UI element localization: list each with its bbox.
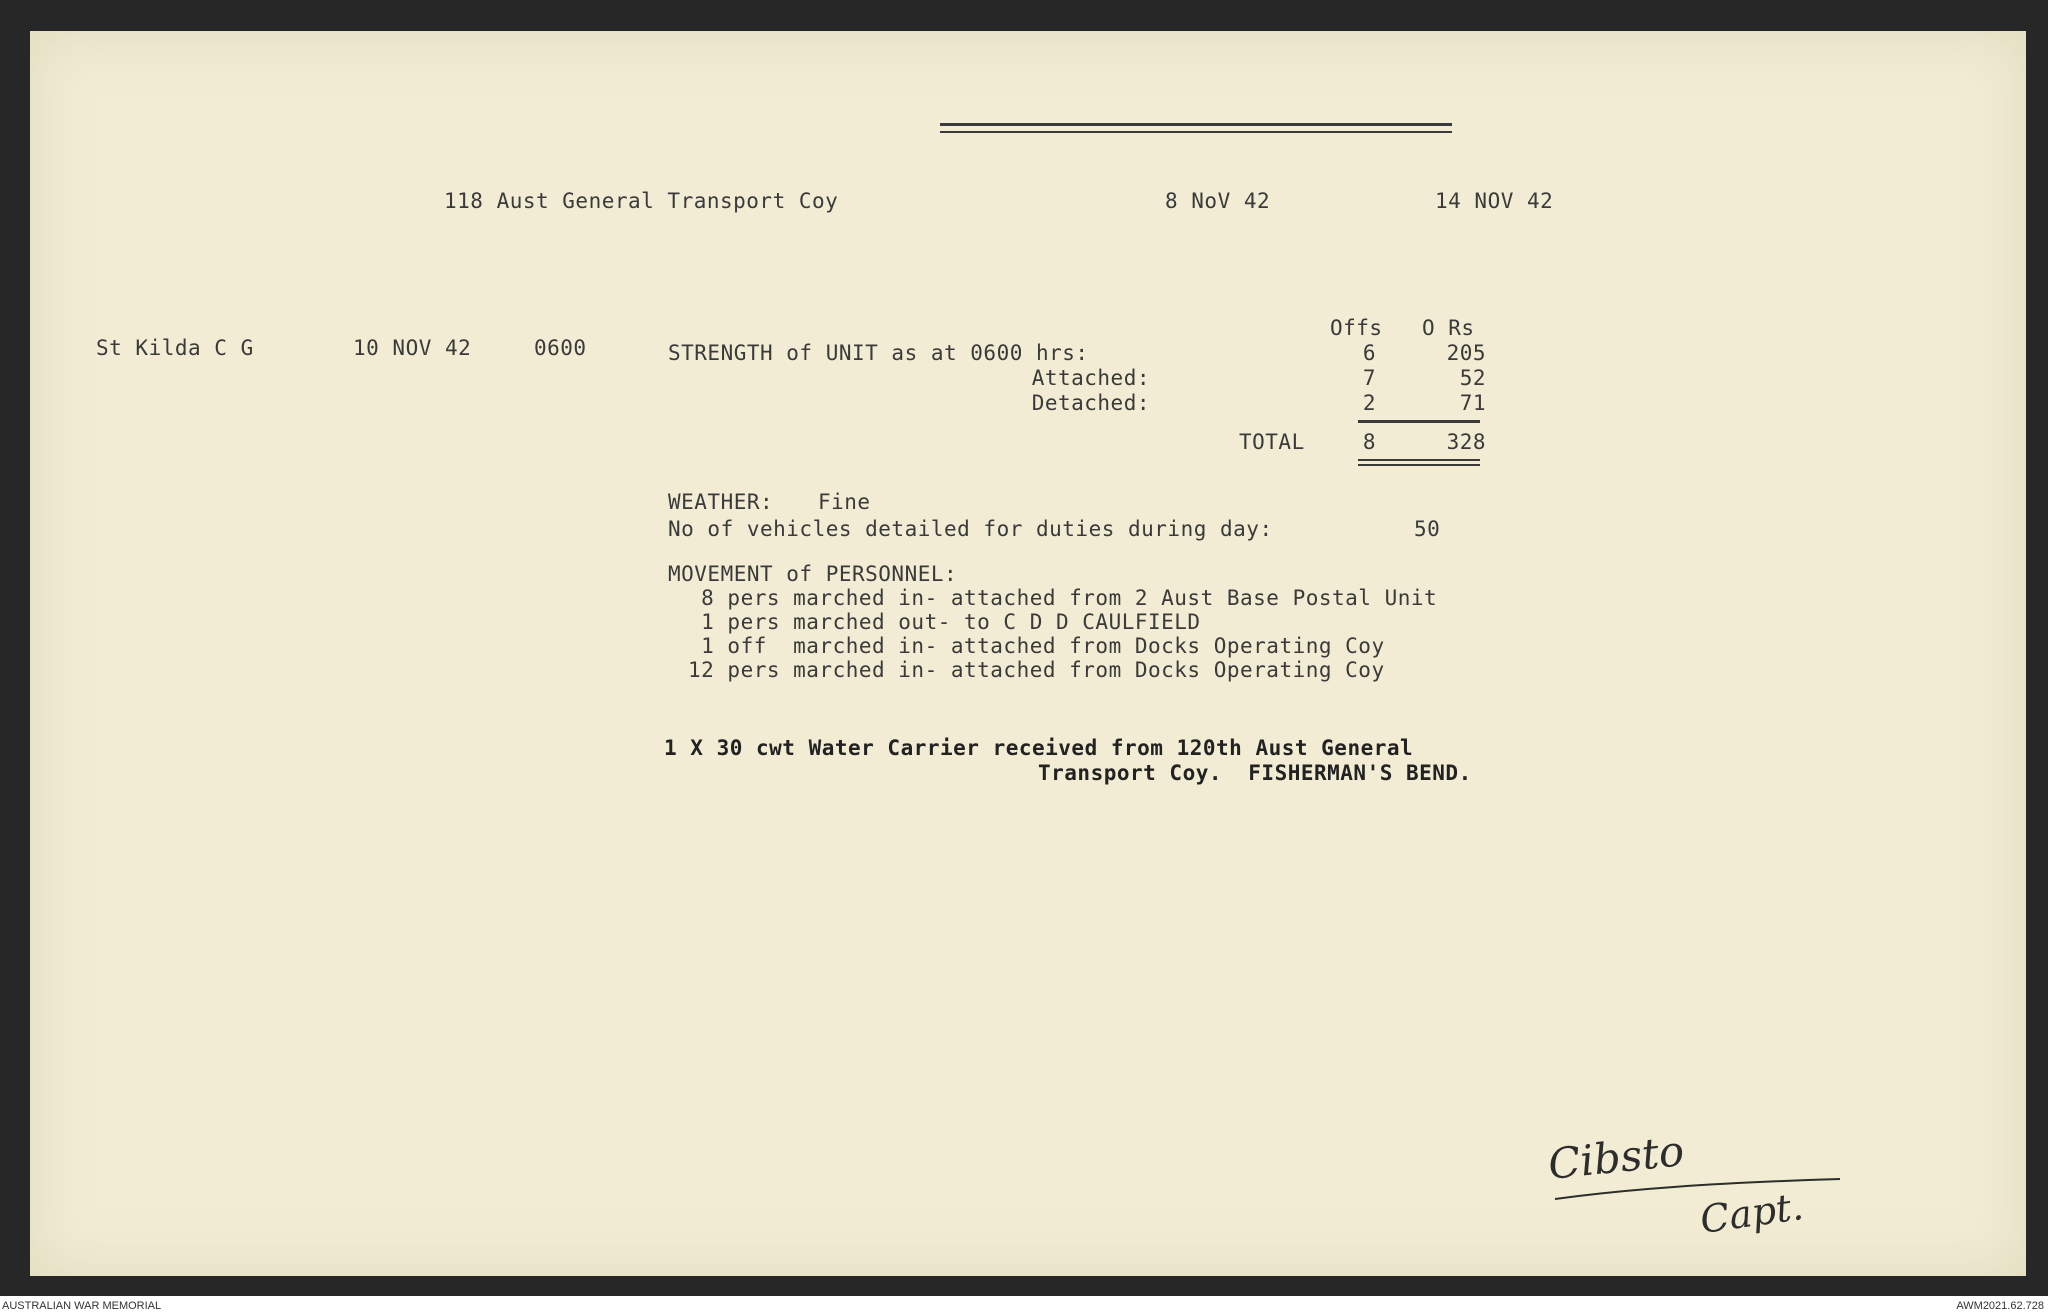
total-upper-rule xyxy=(1358,420,1480,423)
date-from: 8 NoV 42 xyxy=(1165,189,1271,213)
date-to: 14 NOV 42 xyxy=(1435,189,1554,213)
top-double-rule-1 xyxy=(940,123,1452,126)
vehicles-value: 50 xyxy=(1414,517,1441,541)
remark-line-2: Transport Coy. FISHERMAN'S BEND. xyxy=(1038,761,1472,785)
total-offs: 8 xyxy=(1362,430,1376,454)
remark-line-1: 1 X 30 cwt Water Carrier received from 120th Aust General xyxy=(664,736,1414,760)
movement-title: MOVEMENT of PERSONNEL: xyxy=(668,562,958,586)
signature-flourish xyxy=(1550,1169,1850,1209)
archive-footer xyxy=(0,1296,2048,1316)
entry-time: 0600 xyxy=(534,336,587,360)
strength-col-ors: O Rs xyxy=(1422,316,1475,340)
detached-ors: 71 xyxy=(1459,391,1486,415)
strength-row-ors: 205 xyxy=(1446,341,1486,365)
strength-row-offs: 6 xyxy=(1362,341,1376,365)
movement-line: 1 pers marched out- to C D D CAULFIELD xyxy=(688,610,1201,634)
signature-name: Cibsto xyxy=(1545,1126,1687,1189)
war-diary-sheet xyxy=(30,31,2026,1276)
vehicles-label: No of vehicles detailed for duties during day: xyxy=(668,517,1273,541)
entry-date: 10 NOV 42 xyxy=(353,336,472,360)
attached-offs: 7 xyxy=(1362,366,1376,390)
detached-label: Detached: xyxy=(1031,391,1150,415)
total-double-rule-1 xyxy=(1358,459,1480,461)
top-double-rule-2 xyxy=(940,131,1452,133)
movement-line: 1 off marched in- attached from Docks Operating Coy xyxy=(688,634,1385,658)
strength-title: STRENGTH of UNIT as at 0600 hrs: xyxy=(668,341,1089,365)
total-double-rule-2 xyxy=(1358,464,1480,466)
movement-line: 12 pers marched in- attached from Docks Operating Coy xyxy=(688,658,1385,682)
signature-title: Capt. xyxy=(1697,1184,1806,1242)
attached-label: Attached: xyxy=(1031,366,1150,390)
strength-col-offs: Offs xyxy=(1330,316,1383,340)
weather-label: WEATHER: xyxy=(668,490,774,514)
unit-name: 118 Aust General Transport Coy xyxy=(444,189,839,213)
movement-line: 8 pers marched in- attached from 2 Aust Base Postal Unit xyxy=(688,586,1438,610)
footer-right-text: AWM2021.62.728 xyxy=(1956,1300,2044,1312)
footer-left-text: AUSTRALIAN WAR MEMORIAL xyxy=(2,1300,162,1312)
entry-place: St Kilda C G xyxy=(96,336,254,360)
detached-offs: 2 xyxy=(1362,391,1376,415)
total-label: TOTAL xyxy=(1239,430,1305,454)
weather-value: Fine xyxy=(818,490,871,514)
total-ors: 328 xyxy=(1446,430,1486,454)
attached-ors: 52 xyxy=(1459,366,1486,390)
